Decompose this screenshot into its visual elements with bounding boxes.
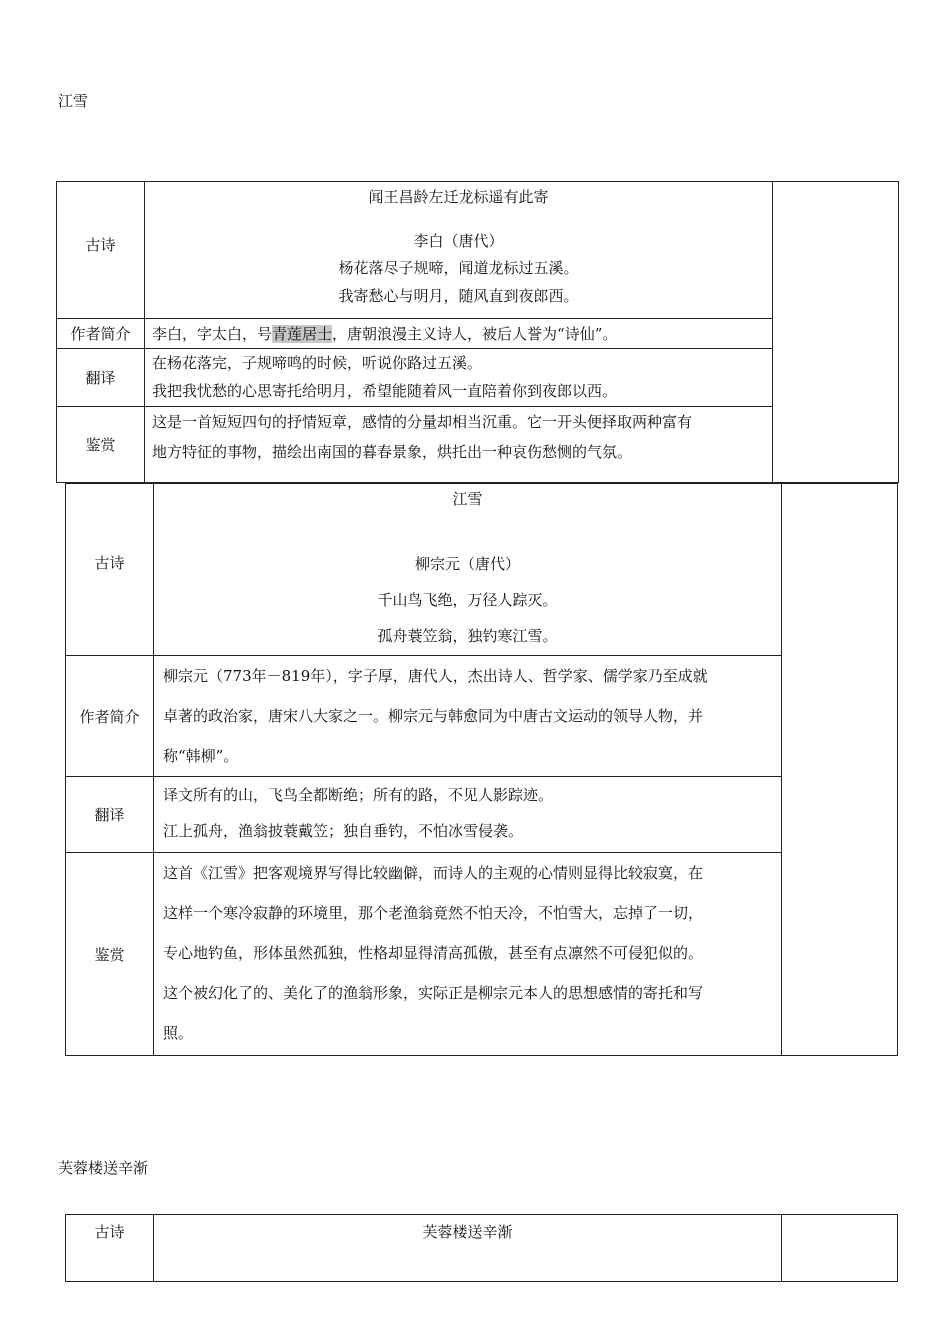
poem-author: 柳宗元（唐代） xyxy=(414,555,520,573)
highlighted-text: 青莲居士 xyxy=(272,325,333,343)
poem-cell xyxy=(154,1215,782,1282)
author-line: 称“韩柳”。 xyxy=(163,747,239,765)
author-text: ，唐朝浪漫主义诗人，被后人誉为“诗仙”。 xyxy=(332,325,618,343)
translation-line: 我把我忧愁的心思寄托给明月，希望能随着风一直陪着你到夜郎以西。 xyxy=(152,382,618,400)
appreciation-label: 鉴赏 xyxy=(57,407,145,483)
author-text: 李白，字太白，号 xyxy=(152,325,273,343)
appreciation-line: 专心地钓鱼，形体虽然孤独，性格却显得清高孤傲，甚至有点凛然不可侵犯似的。 xyxy=(163,944,704,962)
appreciation-line: 这首《江雪》把客观境界写得比较幽僻，而诗人的主观的心情则显得比较寂寞，在 xyxy=(163,864,704,882)
blank-column xyxy=(773,182,899,483)
poem-title: 芙蓉楼送辛渐 xyxy=(422,1223,513,1241)
poem-table-2 xyxy=(65,483,898,1056)
translation-line: 江上孤舟，渔翁披蓑戴笠；独自垂钓，不怕冰雪侵袭。 xyxy=(163,822,524,840)
appreciation-line: 这个被幻化了的、美化了的渔翁形象，实际正是柳宗元本人的思想感情的寄托和写 xyxy=(163,984,704,1002)
appreciation-line: 照。 xyxy=(163,1024,194,1042)
appreciation-cell xyxy=(154,853,782,1056)
appreciation-cell xyxy=(145,407,773,483)
author-line: 卓著的政治家，唐宋八大家之一。柳宗元与韩愈同为中唐古文运动的领导人物，并 xyxy=(163,707,704,725)
author-label: 作者简介 xyxy=(66,656,154,777)
poem-label: 古诗 xyxy=(66,484,154,656)
poem-line: 杨花落尽子规啼，闻道龙标过五溪。 xyxy=(338,259,579,277)
blank-column xyxy=(782,484,898,1056)
translation-line: 译文所有的山，飞鸟全都断绝；所有的路，不见人影踪迹。 xyxy=(163,786,554,804)
poem-line: 我寄愁心与明月，随风直到夜郎西。 xyxy=(338,287,579,305)
appreciation-label: 鉴赏 xyxy=(66,853,154,1056)
translation-label: 翻译 xyxy=(66,777,154,853)
poem-label: 古诗 xyxy=(66,1215,154,1282)
poem-author: 李白（唐代） xyxy=(413,232,504,250)
poem-cell xyxy=(145,182,773,319)
author-intro xyxy=(154,656,782,777)
poem-table-1 xyxy=(56,181,899,483)
author-label: 作者简介 xyxy=(57,319,145,349)
translation-cell xyxy=(145,349,773,407)
appreciation-line: 这样一个寒冷寂静的环境里，那个老渔翁竟然不怕天冷，不怕雪大，忘掉了一切， xyxy=(163,904,704,922)
author-intro xyxy=(145,319,773,349)
section-heading-furong: 芙蓉楼送辛渐 xyxy=(58,1159,149,1177)
poem-title: 江雪 xyxy=(452,490,483,508)
poem-label: 古诗 xyxy=(57,182,145,319)
translation-cell xyxy=(154,777,782,853)
section-heading-jiangxue: 江雪 xyxy=(58,92,89,110)
poem-line: 孤舟蓑笠翁，独钓寒江雪。 xyxy=(377,627,558,645)
translation-label: 翻译 xyxy=(57,349,145,407)
poem-line: 千山鸟飞绝，万径人踪灭。 xyxy=(377,591,558,609)
poem-title: 闻王昌龄左迁龙标遥有此寄 xyxy=(368,188,549,206)
poem-cell xyxy=(154,484,782,656)
author-line: 柳宗元（773年－819年），字子厚，唐代人，杰出诗人、哲学家、儒学家乃至成就 xyxy=(163,667,708,685)
poem-table-3 xyxy=(65,1214,898,1282)
blank-column xyxy=(782,1215,898,1282)
appreciation-line: 这是一首短短四句的抒情短章，感情的分量却相当沉重。它一开头便择取两种富有 xyxy=(152,413,693,431)
translation-line: 在杨花落完，子规啼鸣的时候，听说你路过五溪。 xyxy=(152,354,483,372)
appreciation-line: 地方特征的事物，描绘出南国的暮春景象，烘托出一种哀伤愁恻的气氛。 xyxy=(152,443,633,461)
